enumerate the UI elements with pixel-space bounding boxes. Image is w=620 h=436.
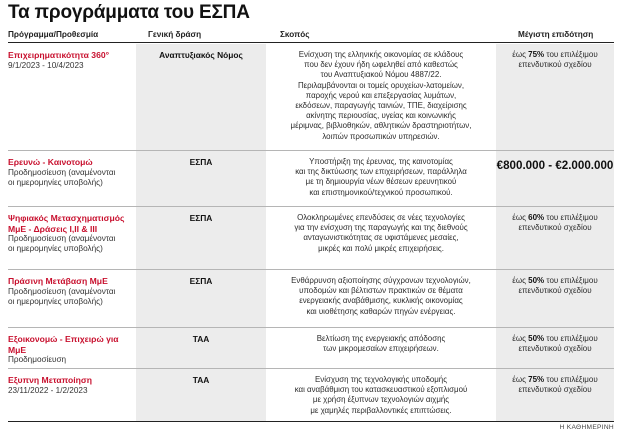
purpose-line: ενεργειακής αναβάθμισης, κυκλικής οικονομίας <box>299 296 463 306</box>
header-subsidy: Μέγιστη επιδότηση <box>518 30 594 39</box>
purpose-line: Βελτίωση της ενεργειακής απόδοσης <box>316 334 446 343</box>
source-credit: Η ΚΑΘΗΜΕΡΙΝΗ <box>559 424 614 431</box>
subsidy-prefix: έως <box>512 375 526 384</box>
purpose-line: και αναβάθμιση του κατασκευαστικού εξοπλισμού <box>294 385 468 395</box>
subsidy-rest: επενδυτικού σχεδίου <box>518 286 592 296</box>
program-name: Εξοικονομώ - Επιχειρώ για ΜμΕ <box>8 334 119 355</box>
action-cell <box>136 270 266 327</box>
purpose-line: Ενίσχυση της τεχνολογικής υποδομής <box>315 375 447 384</box>
subsidy-rest: του επιλέξιμου <box>546 50 598 59</box>
subsidy-rest: επενδυτικού σχεδίου <box>518 60 592 70</box>
purpose-cell <box>266 276 496 317</box>
subsidy-range: €800.000 - €2.000.000 <box>496 159 614 172</box>
header-action: Γενική δράση <box>148 30 202 39</box>
header-purpose: Σκοπός <box>280 30 310 39</box>
purpose-line: για την ενίσχυση της παραγωγής και της διεθνούς <box>294 223 468 233</box>
table-row <box>8 207 614 270</box>
table-row <box>8 44 614 151</box>
purpose-cell <box>266 157 496 198</box>
purpose-cell <box>266 213 496 254</box>
program-name: ΜμΕ - Δράσεις Ι,ΙΙ & ΙΙΙ <box>8 223 98 234</box>
action-label: ΕΣΠΑ <box>189 276 213 286</box>
program-deadline: Προδημοσίευση (αναμένονται <box>8 286 116 296</box>
program-cell <box>8 157 136 188</box>
purpose-line: μέριμνας, βιβλιοθηκών, αθλητικών δραστηριοτήτων, <box>290 121 472 131</box>
program-cell <box>8 276 136 307</box>
table-row <box>8 328 614 369</box>
subsidy-rest: του επιλέξιμου <box>546 276 598 285</box>
program-name: Εξυπνη Μεταποίηση <box>8 375 93 385</box>
action-label: ΤΑΑ <box>192 375 210 385</box>
subsidy-text <box>496 334 614 355</box>
program-name: Επιχειρηματικότητα 360° <box>8 50 110 60</box>
purpose-cell <box>266 334 496 354</box>
program-deadline: Προδημοσίευση (αναμένονται <box>8 234 116 243</box>
purpose-line: με χαμηλές περιβαλλοντικές επιπτώσεις. <box>310 405 452 415</box>
subsidy-rest: επενδυτικού σχεδίου <box>518 223 592 233</box>
program-deadline: 9/1/2023 - 10/4/2023 <box>8 60 84 70</box>
action-cell <box>136 151 266 206</box>
action-label: ΕΣΠΑ <box>189 157 213 167</box>
purpose-line: Ολοκληρωμένες επενδύσεις σε νέες τεχνολογίες <box>297 213 465 222</box>
purpose-line: ακίνητης περιουσίας, υγείας και κοινωνικής <box>306 111 456 121</box>
subsidy-cell <box>496 151 614 206</box>
program-cell <box>8 213 136 254</box>
program-name: Πράσινη Μετάβαση ΜμΕ <box>8 276 108 286</box>
purpose-line: και της δικτύωσης των επιχειρήσεων, παράλληλα <box>295 167 467 177</box>
purpose-line: ανταγωνιστικότητας σε υφιστάμενες μεσαίες, <box>303 233 459 243</box>
subsidy-value: 50% <box>528 276 545 285</box>
purpose-line: με χρήση έξυπνων τεχνολογιών αιχμής <box>312 395 450 405</box>
subsidy-rest: επενδυτικού σχεδίου <box>518 344 592 354</box>
purpose-line: του Αναπτυξιακού Νόμου 4887/22. <box>320 70 442 80</box>
program-deadline: οι ημερομηνίες υποβολής) <box>8 177 103 187</box>
subsidy-prefix: έως <box>512 213 526 222</box>
purpose-line: Ενίσχυση της ελληνικής οικονομίας σε κλάδους <box>298 50 464 59</box>
purpose-line: υποδομών και βέλτιστων πρακτικών σε θέματα <box>299 286 463 296</box>
action-label: Αναπτυξιακός Νόμος <box>159 50 243 60</box>
table-row <box>8 270 614 328</box>
purpose-line: και επιστημονικού/τεχνικού προσωπικού. <box>309 187 453 197</box>
subsidy-prefix: έως <box>512 334 526 343</box>
program-deadline: οι ημερομηνίες υποβολής) <box>8 296 103 306</box>
purpose-line: εκδόσεων, παραγωγής ταινιών, ΤΠΕ, διαχείρισης <box>295 101 467 111</box>
subsidy-rest: του επιλέξιμου <box>546 334 598 343</box>
subsidy-prefix: έως <box>512 276 526 285</box>
program-deadline: οι ημερομηνίες υποβολής) <box>8 244 103 254</box>
program-name: Ψηφιακός Μετασχηματισμός <box>8 213 125 223</box>
purpose-line: Υποστήριξη της έρευνας, της καινοτομίας <box>309 157 453 166</box>
purpose-line: μικρές και πολύ μικρές επιχειρήσεις. <box>318 243 444 253</box>
purpose-line: Περιλαμβάνονται οι τομείς ορυχείων-λατομείων, <box>297 80 465 90</box>
purpose-line: με τη δημιουργία νέων θέσεων ερευνητικού <box>305 177 457 187</box>
header-program: Πρόγραμμα/Προθεσμία <box>8 30 99 39</box>
purpose-line: Ενθάρρυνση αξιοποίησης σύγχρονων τεχνολογιών, <box>291 276 471 285</box>
action-cell <box>136 328 266 368</box>
page-title: Τα προγράμματα του ΕΣΠΑ <box>8 2 250 23</box>
subsidy-value: 75% <box>528 50 545 59</box>
purpose-line: λοιπών προσωπικών υπηρεσιών. <box>322 131 440 141</box>
action-cell <box>136 207 266 269</box>
program-deadline: 23/11/2022 - 1/2/2023 <box>8 385 88 395</box>
subsidy-cell <box>496 328 614 368</box>
subsidy-value: 50% <box>528 334 545 343</box>
table-header <box>8 27 614 43</box>
subsidy-value: 75% <box>528 375 545 384</box>
action-label: ΤΑΑ <box>192 334 210 344</box>
subsidy-rest: του επιλέξιμου <box>546 375 598 384</box>
purpose-cell <box>266 375 496 416</box>
action-label: ΕΣΠΑ <box>189 213 213 223</box>
subsidy-cell <box>496 44 614 150</box>
program-deadline: Προδημοσίευση (αναμένονται <box>8 167 116 177</box>
program-cell <box>8 334 136 365</box>
subsidy-text <box>496 276 614 297</box>
purpose-line: και υιοθέτησης καθαρών πηγών ενέργειας. <box>306 306 456 316</box>
program-deadline: Προδημοσίευση <box>8 355 67 364</box>
action-cell <box>136 44 266 150</box>
subsidy-text <box>496 213 614 234</box>
subsidy-prefix: έως <box>512 50 526 59</box>
purpose-cell <box>266 50 496 142</box>
subsidy-rest: επενδυτικού σχεδίου <box>518 385 592 395</box>
program-name: Ερευνώ - Καινοτομώ <box>8 157 93 167</box>
action-cell <box>136 369 266 421</box>
subsidy-text <box>496 375 614 396</box>
subsidy-text <box>496 50 614 71</box>
subsidy-value: 60% <box>528 213 545 222</box>
purpose-line: που δεν έχουν ήδη ωφεληθεί από καθεστώς <box>304 60 458 70</box>
table-row <box>8 151 614 207</box>
subsidy-cell <box>496 207 614 269</box>
program-cell <box>8 375 136 396</box>
subsidy-cell <box>496 270 614 327</box>
subsidy-cell <box>496 369 614 421</box>
table-row <box>8 369 614 422</box>
subsidy-rest: του επιλέξιμου <box>546 213 598 222</box>
purpose-line: παροχής νερού και επεξεργασίας λυμάτων, <box>305 90 457 100</box>
program-cell <box>8 50 136 71</box>
purpose-line: των μικρομεσαίων επιχειρήσεων. <box>323 344 439 354</box>
